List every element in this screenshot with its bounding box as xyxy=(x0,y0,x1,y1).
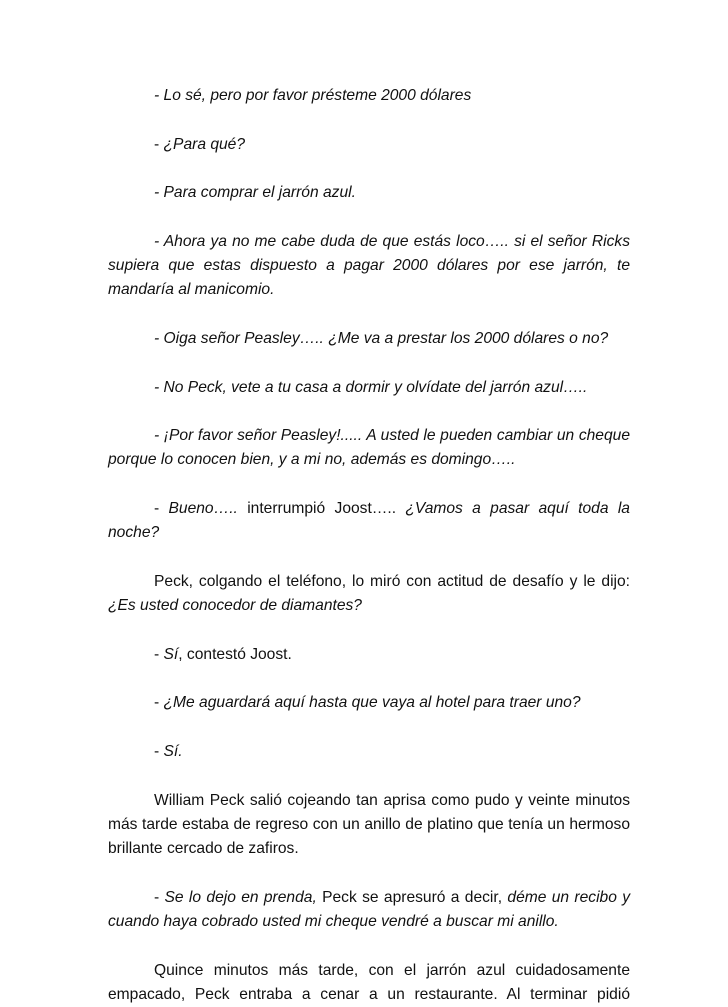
text-run: - xyxy=(154,645,164,663)
paragraph xyxy=(108,691,630,715)
paragraph xyxy=(108,376,630,400)
paragraph xyxy=(108,959,630,1007)
text-run: Quince minutos más tarde, con el jarrón azul cuidadosamente empacado, Peck entraba a cenar a un restaurante. Al terminar pidió xyxy=(108,961,630,1003)
text-run: , contestó Joost. xyxy=(178,645,292,663)
paragraph xyxy=(108,230,630,303)
italic-text: ¿Es usted conocedor de diamantes? xyxy=(108,597,362,615)
italic-text: Sí xyxy=(163,645,179,663)
text-run: interrumpió Joost….. xyxy=(237,500,406,518)
text-run: - xyxy=(154,500,169,518)
text-run: - xyxy=(154,694,164,712)
paragraph xyxy=(108,181,630,205)
italic-text: ¿Vamos a pasar aquí toda la noche? xyxy=(108,500,630,542)
italic-text: déme un recibo y cuando haya cobrado usted mi cheque vendré a buscar mi anillo. xyxy=(108,888,630,931)
paragraph xyxy=(108,424,630,473)
italic-text: - No Peck, vete a tu casa a dormir y olvídate del jarrón azul….. xyxy=(154,378,588,396)
italic-text: - Oiga señor Peasley….. ¿Me va a prestar los 2000 dólares o no? xyxy=(154,329,609,347)
italic-text: - Para comprar el jarrón azul. xyxy=(154,184,356,202)
italic-text: Se lo dejo en prenda, xyxy=(164,888,317,906)
paragraph xyxy=(108,740,630,764)
paragraph xyxy=(108,84,630,108)
italic-text: ¿Para qué? xyxy=(163,135,246,153)
italic-text: - Lo sé, pero por favor présteme 2000 dólares xyxy=(154,87,472,104)
paragraph xyxy=(108,133,630,157)
text-run: Peck se apresuró a decir, xyxy=(316,888,508,906)
text-run: - xyxy=(154,743,164,761)
italic-text: Bueno….. xyxy=(168,500,238,518)
text-run: - xyxy=(154,135,164,153)
paragraph xyxy=(108,789,630,862)
text-run: - xyxy=(154,888,165,906)
italic-text: ¿Me aguardará aquí hasta que vaya al hotel para traer uno? xyxy=(163,694,581,712)
text-run: William Peck salió cojeando tan aprisa como pudo y veinte minutos más tarde estaba de regreso con un anillo de platino que tenía un hermoso brillante cercado de zafiros. xyxy=(108,791,630,858)
paragraph xyxy=(108,497,630,546)
paragraph xyxy=(108,327,630,351)
paragraph xyxy=(108,570,630,619)
paragraph xyxy=(108,643,630,667)
italic-text: Sí. xyxy=(163,743,183,761)
italic-text: - ¡Por favor señor Peasley!..... A usted le pueden cambiar un cheque porque lo conocen bien, y a mi no, además es domingo….. xyxy=(108,427,630,469)
document-page xyxy=(108,84,630,1007)
text-run: Peck, colgando el teléfono, lo miró con actitud de desafío y le dijo: xyxy=(154,572,630,590)
paragraph xyxy=(108,886,630,935)
italic-text: - Ahora ya no me cabe duda de que estás loco….. si el señor Ricks supiera que estas dispuesto a pagar 2000 dólares por ese jarrón, te mandaría al manicomio. xyxy=(108,232,630,299)
